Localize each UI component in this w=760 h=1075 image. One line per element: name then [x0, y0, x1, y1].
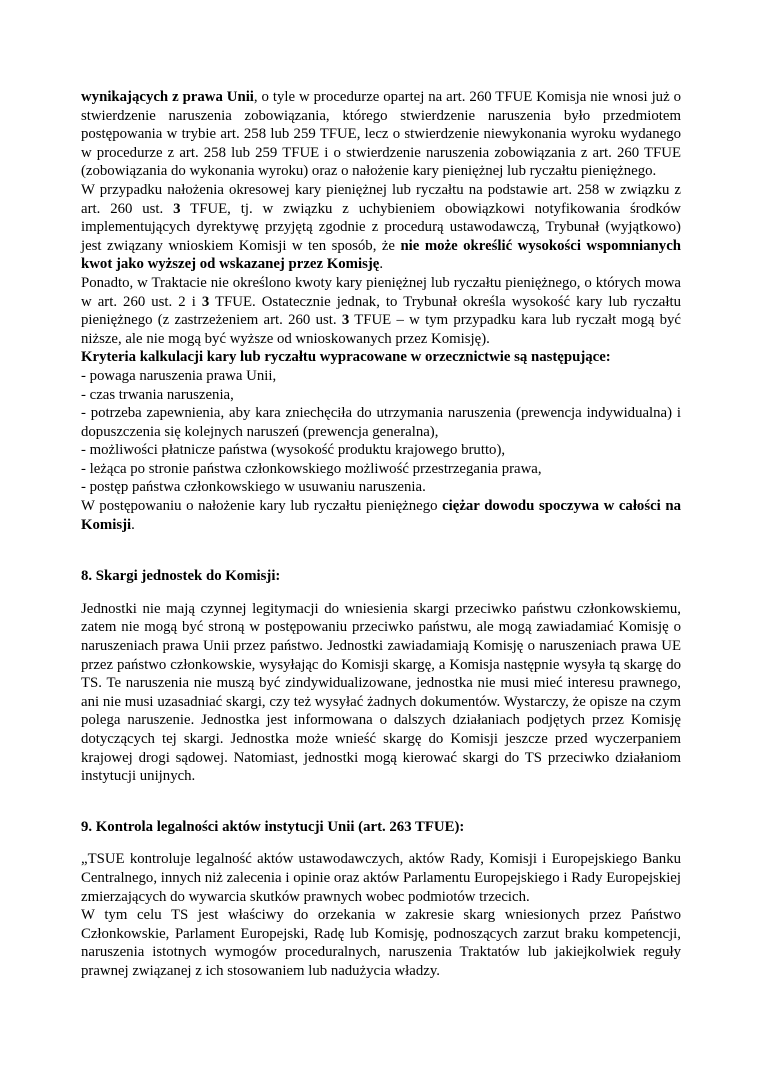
list-item-mozliwosci-platnicze: - możliwości płatnicze państwa (wysokość produktu krajowego brutto),: [81, 442, 506, 459]
document-page: [81, 88, 681, 981]
list-item-czas-trwania: - czas trwania naruszenia,: [81, 386, 234, 403]
section-heading-8-skargi: 8. Skargi jednostek do Komisji:: [81, 568, 281, 585]
para-ciezar-dowodu: W postępowaniu o nałożenie kary lub ryczałtu pieniężnego ciężar dowodu spoczywa w całości na Komisji.: [81, 498, 681, 533]
para-ponadto-kwoty: Ponadto, w Traktacie nie określono kwoty kary pieniężnej lub ryczałtu pieniężnego, o których mowa w art. 260 ust. 2 i 3 TFUE. Ostatecznie jednak, to Trybunał określa wysokość kary lub ryczałtu pieniężnego (z zastrzeżeniem art. 260 ust. 3 TFUE – w tym przypadku kara lub ryczałt mogą być niższe, ale nie mogą być wyższe od wnioskowanych przez Komisję).: [81, 274, 681, 347]
para-skargi-jednostek: Jednostki nie mają czynnej legitymacji do wniesienia skargi przeciwko państwu członkowskiemu, zatem nie mogą być stroną w postępowaniu przeciwko państwu, ale mogą zawiadamiać Komisję o naruszeniach prawa Unii przez państwo. Jednostki zawiadamiają Komisję o naruszeniach prawa UE przez państwo członkowskie, wysyłając do Komisji skargę, a Komisja następnie wysyła tą skargę do TS. Te naruszenia nie muszą być zindywidualizowane, jednostka nie musi mieć interesu prawnego, ani nie musi uzasadniać skargi, czy też wysyłać żadnych dokumentów. Wystarczy, że opisze na czym polega naruszenie. Jednostka jest informowana o dalszych działaniach podjętych przez Komisję dotyczących tej skargi. Jednostka może wnieść skargę do Komisji jeszcze przed wyczerpaniem krajowej drogi sądowej. Natomiast, jednostki mogą kierować skargi do TS przeciwko działaniom instytucji unijnych.: [81, 600, 681, 785]
list-item-przestrzeganie-prawa: - leżąca po stronie państwa członkowskiego możliwość przestrzegania prawa,: [81, 460, 542, 477]
list-item-powaga-naruszenia: - powaga naruszenia prawa Unii,: [81, 367, 277, 384]
para-art260-continuation: wynikających z prawa Unii, o tyle w procedurze opartej na art. 260 TFUE Komisja nie wnosi już o stwierdzenie naruszenia zobowiązania, którego stwierdzenie naruszenia było przedmiotem postępowania w trybie art. 258 lub 259 TFUE, lecz o stwierdzenie niewykonania wyroku wydanego w procedurze z art. 258 lub 259 TFUE i o stwierdzenie naruszenia zobowiązania z art. 260 TFUE (zobowiązania do wykonania wyroku) oraz o nałożenie kary pieniężnej lub ryczałtu pieniężnego.: [81, 89, 681, 180]
para-w-tym-celu: W tym celu TS jest właściwy do orzekania w zakresie skarg wniesionych przez Państwo Członkowskie, Parlament Europejski, Radę lub Komisję, podnoszących zarzut braku kompetencji, naruszenia istotnych wymogów proceduralnych, naruszenia Traktatów lub jakiejkolwiek reguły prawnej związanej z ich stosowaniem lub nadużycia władzy.: [81, 907, 681, 979]
list-item-prewencja: - potrzeba zapewnienia, aby kara zniechęciła do utrzymania naruszenia (prewencja indywidualna) i dopuszczenia się kolejnych naruszeń (prewencja generalna),: [81, 405, 681, 440]
para-okresowa-kara: W przypadku nałożenia okresowej kary pieniężnej lub ryczałtu na podstawie art. 258 w związku z art. 260 ust. 3 TFUE, tj. w związku z uchybieniem obowiązkowi notyfikowania środków implementujących dyrektywę przyjętą zgodnie z procedurą ustawodawczą, Trybunał (wyjątkowo) jest związany wnioskiem Komisji w ten sposób, że nie może określić wysokości wspomnianych kwot jako wyższej od wskazanej przez Komisję.: [81, 181, 681, 273]
heading-kryteria-kalkulacji: Kryteria kalkulacji kary lub ryczałtu wypracowane w orzecznictwie są następujące:: [81, 349, 611, 366]
para-tsue-kontroluje: „TSUE kontroluje legalność aktów ustawodawczych, aktów Rady, Komisji i Europejskiego Banku Centralnego, innych niż zalecenia i opinie oraz aktów Parlamentu Europejskiego i Rady Europejskiej zmierzających do wywarcia skutków prawnych wobec podmiotów trzecich.: [81, 851, 681, 905]
section-heading-9-kontrola: 9. Kontrola legalności aktów instytucji Unii (art. 263 TFUE):: [81, 818, 465, 835]
list-item-postep-panstwa: - postęp państwa członkowskiego w usuwaniu naruszenia.: [81, 479, 426, 496]
